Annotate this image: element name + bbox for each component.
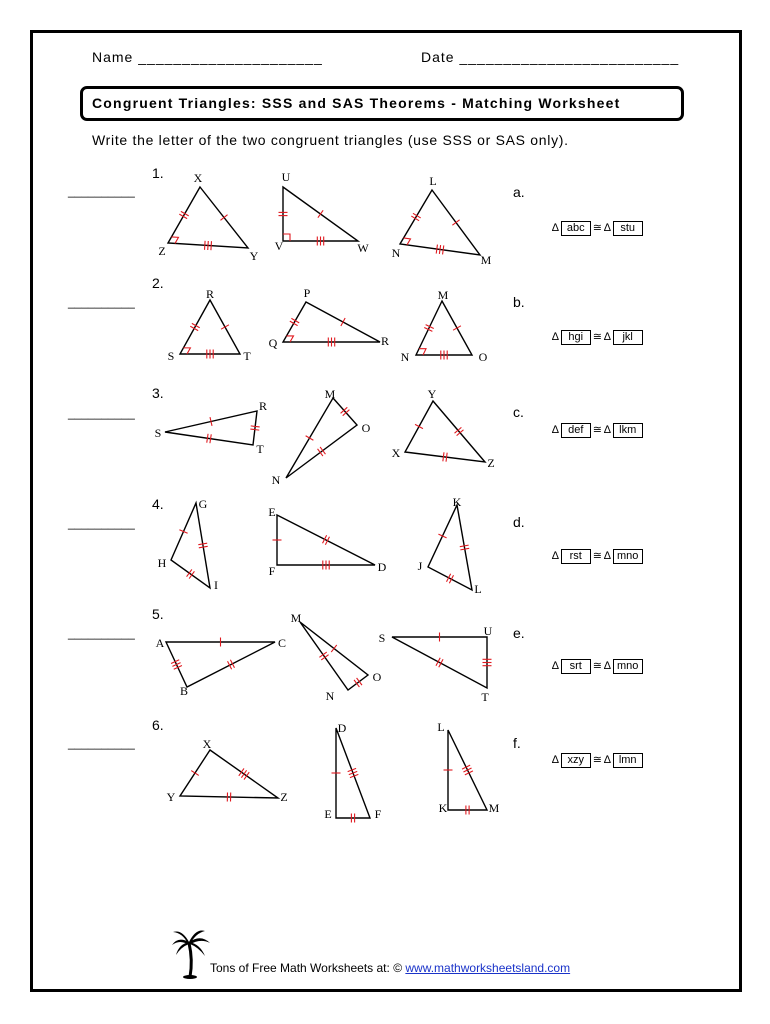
tick-mark	[318, 210, 323, 217]
choice-letter: c.	[513, 404, 524, 420]
triangle-5-2	[291, 611, 382, 703]
congruent-symbol: ≅	[592, 754, 602, 766]
vertex-label: C	[277, 636, 287, 650]
tick-mark	[198, 543, 207, 544]
tick-mark	[436, 245, 437, 254]
vertex-label: B	[179, 684, 189, 698]
answer-blank: __________	[68, 626, 135, 640]
vertex-label: O	[478, 350, 488, 364]
congruent-symbol: ≅	[592, 331, 602, 343]
vertex-label: L	[429, 174, 437, 188]
vertex-label: Q	[268, 336, 278, 350]
triangle-4-2	[268, 505, 386, 578]
vertex-label: N	[391, 246, 401, 260]
vertex-label: E	[268, 505, 276, 519]
vertex-label: O	[372, 670, 382, 684]
footer-text: Tons of Free Math Worksheets at: ©	[210, 961, 403, 975]
congruent-symbol: ≅	[592, 550, 602, 562]
triangle-1-1	[158, 171, 258, 263]
right-angle-marker	[171, 237, 178, 244]
vertex-label: M	[488, 801, 500, 815]
choice-letter: e.	[513, 625, 525, 641]
congruent-symbol: ≅	[592, 424, 602, 436]
vertex-label: Y	[166, 790, 176, 804]
right-angle-marker	[283, 234, 290, 241]
triangle-symbol: ∆	[552, 424, 559, 436]
vertex-label: D	[337, 721, 347, 735]
vertex-label: S	[154, 426, 162, 440]
right-angle-marker	[404, 238, 411, 245]
choice-right-triangle: mno	[613, 549, 643, 564]
vertex-label: Z	[158, 244, 166, 258]
vertex-label: D	[377, 560, 387, 574]
tick-mark	[210, 434, 211, 443]
vertex-label: X	[202, 737, 212, 751]
choice-left-triangle: abc	[561, 221, 591, 236]
footer	[210, 961, 570, 975]
choice-right-triangle: stu	[613, 221, 643, 236]
triangle-symbol: ∆	[552, 331, 559, 343]
triangle-symbol: ∆	[552, 754, 559, 766]
triangle-outline	[168, 187, 248, 248]
triangle-outline	[277, 515, 375, 565]
triangle-symbol: ∆	[552, 660, 559, 672]
triangle-outline	[405, 401, 485, 462]
triangle-outline	[286, 398, 357, 478]
choice-right-triangle: lkm	[613, 423, 643, 438]
tick-mark	[443, 452, 444, 461]
answer-blank: __________	[68, 295, 135, 309]
tick-mark	[191, 771, 199, 776]
triangle-symbol: ∆	[603, 222, 611, 234]
triangle-symbol: ∆	[603, 754, 611, 766]
tick-mark	[208, 241, 209, 250]
tick-mark	[436, 658, 440, 666]
triangle-2-2	[269, 286, 389, 350]
vertex-label: P	[303, 286, 311, 300]
tick-mark	[460, 545, 469, 547]
triangle-outline	[180, 300, 240, 354]
congruent-symbol: ≅	[592, 660, 602, 672]
vertex-label: M	[290, 611, 302, 625]
vertex-label: M	[437, 288, 449, 302]
footer-website-link[interactable]: www.mathworksheetsland.com	[405, 961, 571, 975]
tick-mark	[251, 426, 260, 427]
answer-blank: __________	[68, 516, 135, 530]
triangle-3-1	[155, 399, 267, 456]
vertex-label: R	[258, 399, 268, 413]
vertex-label: F	[374, 807, 382, 821]
vertex-label: W	[357, 241, 369, 255]
triangle-3-2	[272, 387, 371, 487]
choice-left-triangle: hgi	[561, 330, 591, 345]
triangle-outline	[392, 637, 487, 688]
vertex-label: M	[480, 253, 492, 267]
vertex-label: N	[271, 473, 281, 487]
choice-letter: d.	[513, 514, 525, 530]
tick-mark	[452, 220, 459, 225]
triangle-5-3	[379, 624, 493, 704]
vertex-label: O	[361, 421, 371, 435]
vertex-label: I	[214, 578, 218, 592]
tick-mark	[220, 215, 227, 221]
choice-left-triangle: def	[561, 423, 591, 438]
vertex-label: U	[281, 170, 291, 184]
triangle-outline	[400, 190, 480, 255]
vertex-label: K	[438, 801, 448, 815]
triangle-6-3	[437, 720, 499, 815]
triangle-6-2	[324, 721, 381, 823]
problem-number: 3.	[152, 385, 164, 401]
choice-right-triangle: jkl	[613, 330, 643, 345]
tick-mark	[453, 326, 461, 330]
vertex-label: L	[437, 720, 445, 734]
problem-number: 1.	[152, 165, 164, 181]
choice-letter: b.	[513, 294, 525, 310]
vertex-label: N	[325, 689, 335, 703]
triangle-outline	[166, 642, 275, 687]
triangle-symbol: ∆	[603, 660, 611, 672]
vertex-label: V	[274, 239, 284, 253]
vertex-label: T	[481, 690, 489, 704]
instructions: Write the letter of the two congruent triangles (use SSS or SAS only).	[92, 132, 569, 148]
name-blank: _____________________	[138, 49, 323, 65]
triangle-symbol: ∆	[603, 331, 611, 343]
problem-number: 5.	[152, 606, 164, 622]
right-angle-marker	[286, 336, 293, 342]
vertex-label: X	[391, 446, 401, 460]
date-blank: _________________________	[459, 49, 680, 65]
vertex-label: L	[474, 582, 482, 596]
tick-mark	[207, 434, 208, 443]
choice-left-triangle: rst	[561, 549, 591, 564]
triangle-symbol: ∆	[603, 424, 611, 436]
vertex-label: R	[380, 334, 390, 348]
right-angle-marker	[183, 348, 190, 354]
vertex-label: N	[400, 350, 410, 364]
vertex-label: J	[417, 559, 423, 573]
triangle-2-1	[168, 287, 252, 363]
vertex-label: Y	[427, 387, 437, 401]
worksheet-title: Congruent Triangles: SSS and SAS Theorems - Matching Worksheet	[92, 95, 621, 111]
name-label: Name	[92, 49, 134, 65]
vertex-label: S	[378, 631, 386, 645]
triangle-symbol: ∆	[552, 550, 559, 562]
triangle-6-1	[167, 737, 288, 804]
tick-mark	[250, 429, 259, 430]
vertex-label: Y	[249, 249, 259, 263]
answer-blank: __________	[68, 406, 135, 420]
tick-mark	[199, 546, 208, 547]
vertex-label: R	[205, 287, 215, 301]
vertex-label: X	[193, 171, 203, 185]
triangle-1-2	[275, 170, 370, 255]
choice-left-triangle: xzy	[561, 753, 591, 768]
choice-right-triangle: lmn	[613, 753, 643, 768]
triangle-3-3	[392, 387, 495, 470]
problem-number: 2.	[152, 275, 164, 291]
tick-mark	[341, 318, 345, 326]
choice-letter: f.	[513, 735, 521, 751]
triangle-outline	[428, 505, 472, 590]
vertex-label: H	[157, 556, 167, 570]
choice-left-triangle: srt	[561, 659, 591, 674]
triangle-4-3	[418, 495, 482, 596]
tick-mark	[443, 245, 444, 254]
triangle-2-3	[401, 288, 488, 364]
choice-right-triangle: mno	[613, 659, 643, 674]
palm-tree-icon	[170, 928, 212, 980]
triangle-symbol: ∆	[603, 550, 611, 562]
answer-blank: __________	[68, 184, 135, 198]
tick-mark	[460, 548, 469, 550]
tick-mark	[221, 325, 229, 329]
vertex-label: U	[483, 624, 493, 638]
date-label: Date	[421, 49, 455, 65]
triangle-symbol: ∆	[552, 222, 559, 234]
vertex-label: G	[198, 497, 208, 511]
tick-mark	[205, 241, 206, 250]
tick-mark	[439, 659, 443, 667]
triangle-1-3	[392, 174, 492, 267]
problem-number: 4.	[152, 496, 164, 512]
problem-number: 6.	[152, 717, 164, 733]
vertex-label: Z	[487, 456, 495, 470]
vertex-label: M	[324, 387, 336, 401]
congruent-symbol: ≅	[592, 222, 602, 234]
triangle-outline	[165, 411, 257, 445]
answer-blank: __________	[68, 736, 135, 750]
triangle-outline	[171, 503, 210, 588]
tick-mark	[439, 245, 440, 254]
triangle-4-1	[158, 497, 218, 592]
tick-mark	[331, 645, 337, 652]
triangle-5-1	[156, 636, 286, 698]
right-angle-marker	[419, 349, 426, 355]
vertex-label: E	[324, 807, 332, 821]
triangle-outline	[180, 750, 278, 798]
vertex-label: S	[167, 349, 175, 363]
tick-mark	[415, 424, 423, 428]
tick-mark	[211, 241, 212, 250]
vertex-label: Z	[280, 790, 288, 804]
vertex-label: A	[155, 636, 165, 650]
vertex-label: T	[243, 349, 251, 363]
choice-letter: a.	[513, 184, 525, 200]
vertex-label: F	[268, 564, 276, 578]
vertex-label: K	[452, 495, 462, 509]
tick-mark	[446, 453, 447, 462]
tick-mark	[306, 436, 314, 441]
vertex-label: T	[256, 442, 264, 456]
